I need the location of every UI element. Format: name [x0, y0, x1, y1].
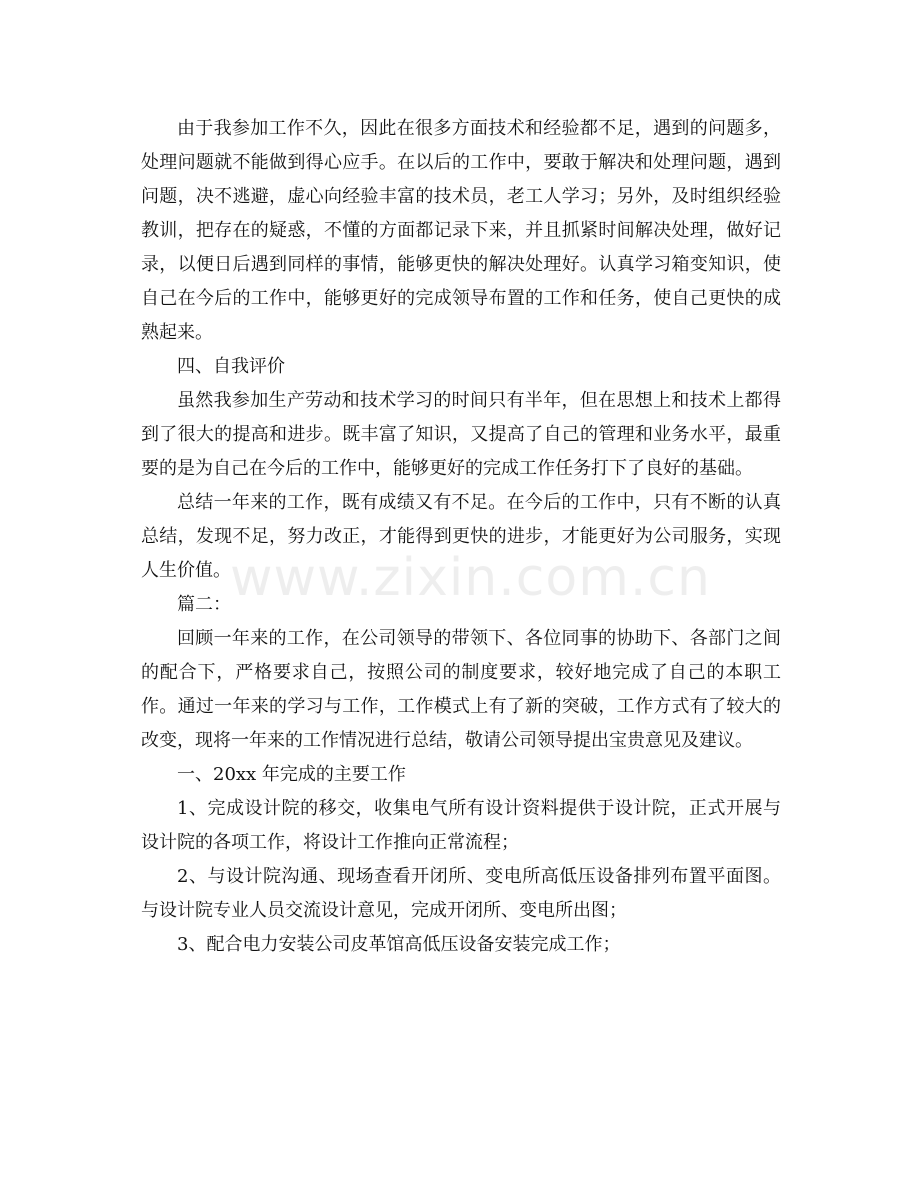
- text-line: 设计院的各项工作，将设计工作推向正常流程；: [141, 832, 519, 853]
- text-line: 2、与设计院沟通、现场查看开闭所、变电所高低压设备排列布置平面图。: [177, 866, 781, 887]
- text-line: 到了很大的提高和进步。既丰富了知识，又提高了自己的管理和业务水平，最重: [141, 424, 781, 445]
- text-line: 1、完成设计院的移交，收集电气所有设计资料提供于设计院，正式开展与: [177, 798, 781, 819]
- text-line: 总结，发现不足，努力改正，才能得到更快的进步，才能更好为公司服务，实现: [141, 526, 781, 547]
- list-item-1: [141, 792, 781, 860]
- text-line: 3、配合电力安装公司皮革馆高低压设备安装完成工作；: [177, 934, 621, 955]
- text-line: 总结一年来的工作，既有成绩又有不足。在今后的工作中，只有不断的认真: [177, 492, 781, 513]
- text-line: 人生价值。: [141, 560, 231, 581]
- text-line: 与设计院专业人员交流设计意见，完成开闭所、变电所出图；: [141, 900, 627, 921]
- text-line: 作。通过一年来的学习与工作，工作模式上有了新的突破，工作方式有了较大的: [141, 696, 781, 717]
- section-heading-main-work: [141, 758, 781, 792]
- text-line: 的配合下，严格要求自己，按照公司的制度要求，较好地完成了自己的本职工: [141, 662, 781, 683]
- section-heading-part-two: [141, 588, 781, 622]
- watermark: www.zixin.com.cn: [230, 548, 711, 608]
- text-line: 录，以便日后遇到同样的事情，能够更快的解决处理好。认真学习箱变知识，使: [141, 254, 781, 275]
- text-line: 熟起来。: [141, 322, 213, 343]
- text-line: 回顾一年来的工作，在公司领导的带领下、各位同事的协助下、各部门之间: [177, 628, 781, 649]
- text-line: 问题，决不逃避，虚心向经验丰富的技术员，老工人学习；另外，及时组织经验: [141, 186, 781, 207]
- text-line: 处理问题就不能做到得心应手。在以后的工作中，要敢于解决和处理问题，遇到: [141, 152, 781, 173]
- paragraph-review: [141, 622, 781, 758]
- list-item-3: [141, 928, 781, 962]
- section-heading-self-evaluation: [141, 350, 781, 384]
- text-line: 由于我参加工作不久，因此在很多方面技术和经验都不足，遇到的问题多，: [177, 118, 781, 139]
- document-body: [141, 112, 781, 962]
- paragraph-summary: [141, 486, 781, 588]
- list-item-2: [141, 860, 781, 928]
- text-line: 改变，现将一年来的工作情况进行总结，敬请公司领导提出宝贵意见及建议。: [141, 730, 753, 751]
- text-line: 教训，把存在的疑惑，不懂的方面都记录下来，并且抓紧时间解决处理，做好记: [141, 220, 781, 241]
- heading-line: 篇二：: [177, 594, 231, 615]
- heading-line: 四、自我评价: [177, 356, 285, 377]
- text-line: 自己在今后的工作中，能够更好的完成领导布置的工作和任务，使自己更快的成: [141, 288, 781, 309]
- paragraph-experience-improvement: [141, 112, 781, 350]
- paragraph-self-evaluation: [141, 384, 781, 486]
- text-line: 虽然我参加生产劳动和技术学习的时间只有半年，但在思想上和技术上都得: [177, 390, 781, 411]
- text-line: 要的是为自己在今后的工作中，能够更好的完成工作任务打下了良好的基础。: [141, 458, 753, 479]
- heading-line: 一、20xx 年完成的主要工作: [177, 764, 406, 785]
